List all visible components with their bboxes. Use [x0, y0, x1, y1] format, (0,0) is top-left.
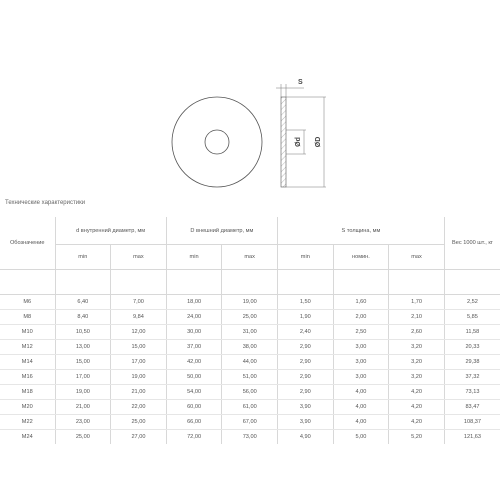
cell-thickness-nom: 4,00: [333, 400, 389, 415]
cell-thickness-min: 2,40: [278, 325, 334, 340]
subheader-outer-min: min: [166, 245, 222, 270]
cell-inner-min: 10,50: [55, 325, 111, 340]
cell-thickness-min: 1,90: [278, 310, 334, 325]
subheader-thickness-min: min: [278, 245, 334, 270]
spec-table: [0, 217, 500, 444]
washer-drawing: [0, 0, 500, 200]
cell-outer-max: 19,00: [222, 295, 278, 310]
cell-inner-min: 23,00: [55, 415, 111, 430]
cell-thickness-min: 2,90: [278, 385, 334, 400]
cell-thickness-max: 4,20: [389, 385, 445, 400]
subheader-inner-max: max: [111, 245, 167, 270]
cell-inner-min: 13,00: [55, 340, 111, 355]
cell-thickness-max: 2,60: [389, 325, 445, 340]
cell-outer-max: 51,00: [222, 370, 278, 385]
cell-thickness-max: 3,20: [389, 340, 445, 355]
cell-thickness-nom: 2,00: [333, 310, 389, 325]
washer-outer-circle: [172, 97, 262, 187]
table-row: [0, 370, 500, 385]
cell-outer-min: 42,00: [166, 355, 222, 370]
cell-designation: M20: [0, 400, 55, 415]
cell-weight: 2,52: [444, 295, 500, 310]
cell-inner-min: 19,00: [55, 385, 111, 400]
cell-inner-max: 12,00: [111, 325, 167, 340]
cell-inner-min: 25,00: [55, 430, 111, 445]
cell-designation: M24: [21, 434, 33, 440]
cell-outer-min: 66,00: [166, 415, 222, 430]
cell-thickness-max: 2,10: [389, 310, 445, 325]
cell-outer-min: 72,00: [166, 430, 222, 445]
cell-thickness-nom: 3,00: [333, 340, 389, 355]
washer-section: [281, 97, 286, 187]
table-row: [0, 355, 500, 370]
cell-weight: 73,13: [444, 385, 500, 400]
cell-inner-min: 21,00: [55, 400, 111, 415]
label-d-outer: ØD: [315, 136, 322, 148]
table-row: [0, 385, 500, 400]
subheader-inner-min: min: [55, 245, 111, 270]
cell-outer-max: 61,00: [222, 400, 278, 415]
cell-inner-min: 17,00: [55, 370, 111, 385]
table-row: [0, 415, 500, 430]
cell-designation: M6: [0, 295, 55, 310]
cell-thickness-nom: 3,00: [333, 370, 389, 385]
cell-thickness-nom: 1,60: [333, 295, 389, 310]
cell-thickness-nom: 4,00: [333, 385, 389, 400]
header-weight: Вес 1000 шт., кг: [444, 217, 500, 270]
cell-designation: M18: [0, 385, 55, 400]
label-d-inner: Ød: [295, 137, 302, 147]
cell-thickness-max: 4,20: [389, 415, 445, 430]
subheader-thickness-nom: номин.: [333, 245, 389, 270]
cell-thickness-min: 2,90: [278, 340, 334, 355]
header-thickness: S толщина, мм: [278, 217, 445, 245]
table-row: [0, 430, 500, 445]
cell-outer-min: 50,00: [166, 370, 222, 385]
cell-designation: M12: [0, 340, 55, 355]
cell-inner-max: 15,00: [111, 340, 167, 355]
cell-outer-max: 44,00: [222, 355, 278, 370]
table-row: [0, 310, 500, 325]
cell-inner-max: 27,00: [111, 430, 167, 445]
cell-thickness-nom: 5,00: [333, 430, 389, 445]
subheader-outer-max: max: [222, 245, 278, 270]
cell-thickness-min: 2,90: [278, 355, 334, 370]
table-row: [0, 340, 500, 355]
table-row: [0, 325, 500, 340]
cell-thickness-nom: 4,00: [333, 415, 389, 430]
cell-outer-max: 56,00: [222, 385, 278, 400]
cell-designation: M10: [0, 325, 55, 340]
cell-weight: 29,38: [444, 355, 500, 370]
cell-outer-max: 31,00: [222, 325, 278, 340]
cell-thickness-min: 3,90: [278, 415, 334, 430]
cell-weight: 11,58: [444, 325, 500, 340]
cell-weight: 83,47: [444, 400, 500, 415]
cell-inner-min: 6,40: [55, 295, 111, 310]
cell-thickness-max: 5,20: [389, 430, 445, 445]
cell-weight: 20,33: [444, 340, 500, 355]
cell-thickness-max: 3,20: [389, 355, 445, 370]
header-outer-diameter: D внешний диаметр, мм: [166, 217, 277, 245]
cell-designation: M16: [0, 370, 55, 385]
table-row: [0, 295, 500, 310]
cell-thickness-nom: 3,00: [333, 355, 389, 370]
subheader-thickness-max: max: [389, 245, 445, 270]
spec-table-body: [0, 295, 500, 445]
cell-weight: 108,37: [444, 415, 500, 430]
cell-designation: M8: [0, 310, 55, 325]
label-s: S: [298, 79, 303, 86]
cell-inner-max: 7,00: [111, 295, 167, 310]
cell-designation: M14: [0, 355, 55, 370]
cell-outer-max: 67,00: [222, 415, 278, 430]
cell-inner-max: 9,84: [111, 310, 167, 325]
cell-outer-max: 73,00: [222, 430, 278, 445]
cell-thickness-min: 4,90: [278, 430, 334, 445]
header-inner-diameter: d внутренний диаметр, мм: [55, 217, 166, 245]
cell-weight: 37,32: [444, 370, 500, 385]
cell-inner-max: 22,00: [111, 400, 167, 415]
washer-inner-circle: [205, 130, 229, 154]
cell-thickness-min: 1,50: [278, 295, 334, 310]
cell-inner-max: 17,00: [111, 355, 167, 370]
cell-inner-max: 25,00: [111, 415, 167, 430]
cell-outer-min: 60,00: [166, 400, 222, 415]
cell-outer-min: 18,00: [166, 295, 222, 310]
cell-inner-max: 21,00: [111, 385, 167, 400]
cell-thickness-max: 1,70: [389, 295, 445, 310]
cell-outer-min: 24,00: [166, 310, 222, 325]
section-caption: Технические характеристики: [5, 200, 86, 206]
header-designation: Обозначение: [0, 217, 55, 270]
cell-weight: 5,85: [444, 310, 500, 325]
cell-thickness-max: 4,20: [389, 400, 445, 415]
cell-inner-max: 19,00: [111, 370, 167, 385]
cell-outer-max: 38,00: [222, 340, 278, 355]
cell-weight: 121,63: [444, 430, 500, 445]
cell-outer-min: 54,00: [166, 385, 222, 400]
cell-outer-min: 30,00: [166, 325, 222, 340]
cell-inner-min: 8,40: [55, 310, 111, 325]
cell-thickness-max: 3,20: [389, 370, 445, 385]
cell-outer-min: 37,00: [166, 340, 222, 355]
cell-thickness-min: 3,90: [278, 400, 334, 415]
cell-thickness-min: 2,90: [278, 370, 334, 385]
cell-outer-max: 25,00: [222, 310, 278, 325]
table-row: [0, 400, 500, 415]
cell-inner-min: 15,00: [55, 355, 111, 370]
cell-thickness-nom: 2,50: [333, 325, 389, 340]
cell-designation: M22: [0, 415, 55, 430]
